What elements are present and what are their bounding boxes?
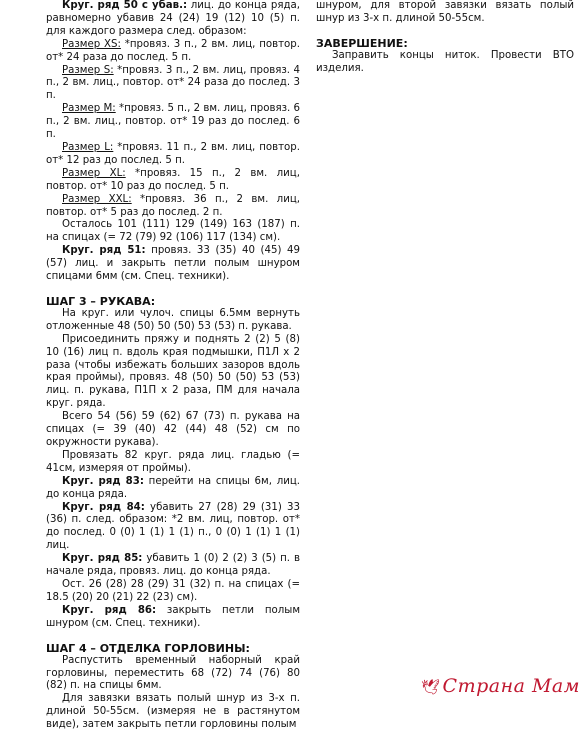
round-51-text: провяз. 33 (35) 40 (45) 49 (57) лиц. и закрыть петли полым шнуром спицами 6мм (см. Спец. техники). — [46, 245, 301, 283]
step-3-paragraph-3: Всего 54 (56) 59 (62) 67 (73) п. рукава на спицах (= 39 (40) 42 (44) 48 (52) см по окружности рукава). — [46, 411, 300, 448]
size-xs-paragraph — [46, 39, 300, 65]
round-83-label: Круг. ряд 83: — [62, 475, 144, 487]
round-84-paragraph — [46, 502, 300, 554]
bird-icon: 🕊 — [420, 678, 441, 697]
size-s-paragraph — [46, 65, 300, 104]
size-xxl-label: Размер XXL: — [62, 193, 132, 205]
neckline-continuation: шнуром, для второй завязки вязать полый шнур из 3-х п. длиной 50-55см. — [316, 0, 574, 24]
size-m-paragraph — [46, 103, 300, 142]
size-xxl-paragraph — [46, 194, 300, 220]
remaining-stitches-sleeve: Ост. 26 (28) 28 (29) 31 (32) п. на спицах (= 18.5 (20) 20 (21) 22 (23) см). — [46, 578, 300, 603]
round-85-paragraph — [46, 553, 300, 579]
size-l-label: Размер L: — [62, 141, 114, 153]
round-86-text: закрыть петли полым шнуром (см. Спец. техники). — [46, 604, 301, 629]
round-86-label: Круг. ряд 86: — [62, 604, 157, 616]
size-m-text: *провяз. 5 п., 2 вм. лиц, провяз. 6 п., 2 вм. лиц., повтор. от* 19 раз до послед. 6 п. — [46, 103, 300, 141]
round-51-label: Круг. ряд 51: — [62, 245, 146, 257]
remaining-stitches: Осталось 101 (111) 129 (149) 163 (187) п. на спицах (= 72 (79) 92 (106) 117 (134) см). — [46, 219, 300, 244]
step-4-paragraph-2: Для завязки вязать полый шнур из 3-х п. длиной 50-55см. (измеряя не в растянутом виде), затем закрыть петли горловины полым — [46, 693, 300, 731]
step-3-paragraph-2: Присоединить пряжу и поднять 2 (2) 5 (8) 10 (16) лиц п. вдоль края подмышки, П1Л х 2 раза (чтобы избежать больших зазоров вдоль края проймы), провяз. 48 (50) 50 (50) 53 (53) лиц. п. рукава, П1П х 2 раза, ПМ для начала круг. ряда. — [46, 333, 300, 410]
size-xxl-text: *провяз. 36 п., 2 вм. лиц, повтор. от* 5 раз до послед. 2 п. — [46, 193, 300, 218]
site-watermark — [420, 675, 580, 698]
step-3-paragraph-4: Провязать 82 круг. ряда лиц. гладью (= 41см, измеряя от проймы). — [46, 449, 300, 474]
step-4-heading: ШАГ 4 – ОТДЕЛКА ГОРЛОВИНЫ: — [46, 641, 250, 655]
size-xs-text: *провяз. 3 п., 2 вм. лиц, повтор. от* 24 раза до послед. 5 п. — [46, 38, 300, 63]
size-xs-label: Размер XS: — [62, 38, 121, 50]
size-s-text: *провяз. 3 п., 2 вм. лиц, провяз. 4 п., 2 вм. лиц., повтор. от* 24 раза до послед. 3 п. — [46, 64, 300, 102]
round-84-text: убавить 27 (28) 29 (31) 33 (36) п. след. образом: *2 вм. лиц, повтор. от* до послед. 0 (0) 1 (1) 1 (1) п., 0 (0) 1 (1) 1 (1) лиц. — [46, 501, 300, 552]
size-xl-paragraph — [46, 168, 300, 194]
finishing-heading: ЗАВЕРШЕНИЕ: — [316, 36, 408, 50]
round-51-paragraph — [46, 245, 300, 284]
left-column — [46, 0, 300, 732]
round-83-text: перейти на спицы 6м, лиц. до конца ряда. — [46, 475, 301, 500]
size-l-paragraph — [46, 142, 300, 168]
round-84-label: Круг. ряд 84: — [62, 501, 145, 513]
size-xl-label: Размер XL: — [62, 167, 126, 179]
round-86-paragraph — [46, 605, 300, 631]
step-4-paragraph-1: Распустить временный наборный край горловины, переместить 68 (72) 74 (76) 80 (82) п. на спицы 6мм. — [46, 654, 300, 692]
watermark-text: Страна Мам — [442, 675, 580, 698]
right-column — [316, 0, 574, 76]
size-m-label: Размер M: — [62, 103, 116, 115]
round-50-text: лиц. до конца ряда, равномерно убавив 24 (24) 19 (12) 10 (5) п. для каждого размера след. образом: — [46, 0, 300, 37]
round-85-label: Круг. ряд 85: — [62, 553, 143, 565]
round-50-label: Круг. ряд 50 с убав.: — [62, 0, 188, 11]
round-50-paragraph — [46, 0, 300, 39]
finishing-text: Заправить концы ниток. Провести ВТО изделия. — [316, 49, 574, 74]
size-xl-text: *провяз. 15 п., 2 вм. лиц, повтор. от* 10 раз до послед. 5 п. — [46, 167, 300, 192]
step-3-heading: ШАГ 3 – РУКАВА: — [46, 294, 156, 308]
size-l-text: *провяз. 11 п., 2 вм. лиц, повтор. от* 12 раз до послед. 5 п. — [46, 141, 300, 166]
step-3-paragraph-1: На круг. или чулоч. спицы 6.5мм вернуть отложенные 48 (50) 50 (50) 53 (53) п. рукава. — [46, 307, 300, 332]
size-s-label: Размер S: — [62, 64, 114, 76]
round-83-paragraph — [46, 476, 300, 502]
round-85-text: убавить 1 (0) 2 (2) 3 (5) п. в начале ряда, провяз. лиц. до конца ряда. — [46, 553, 300, 578]
